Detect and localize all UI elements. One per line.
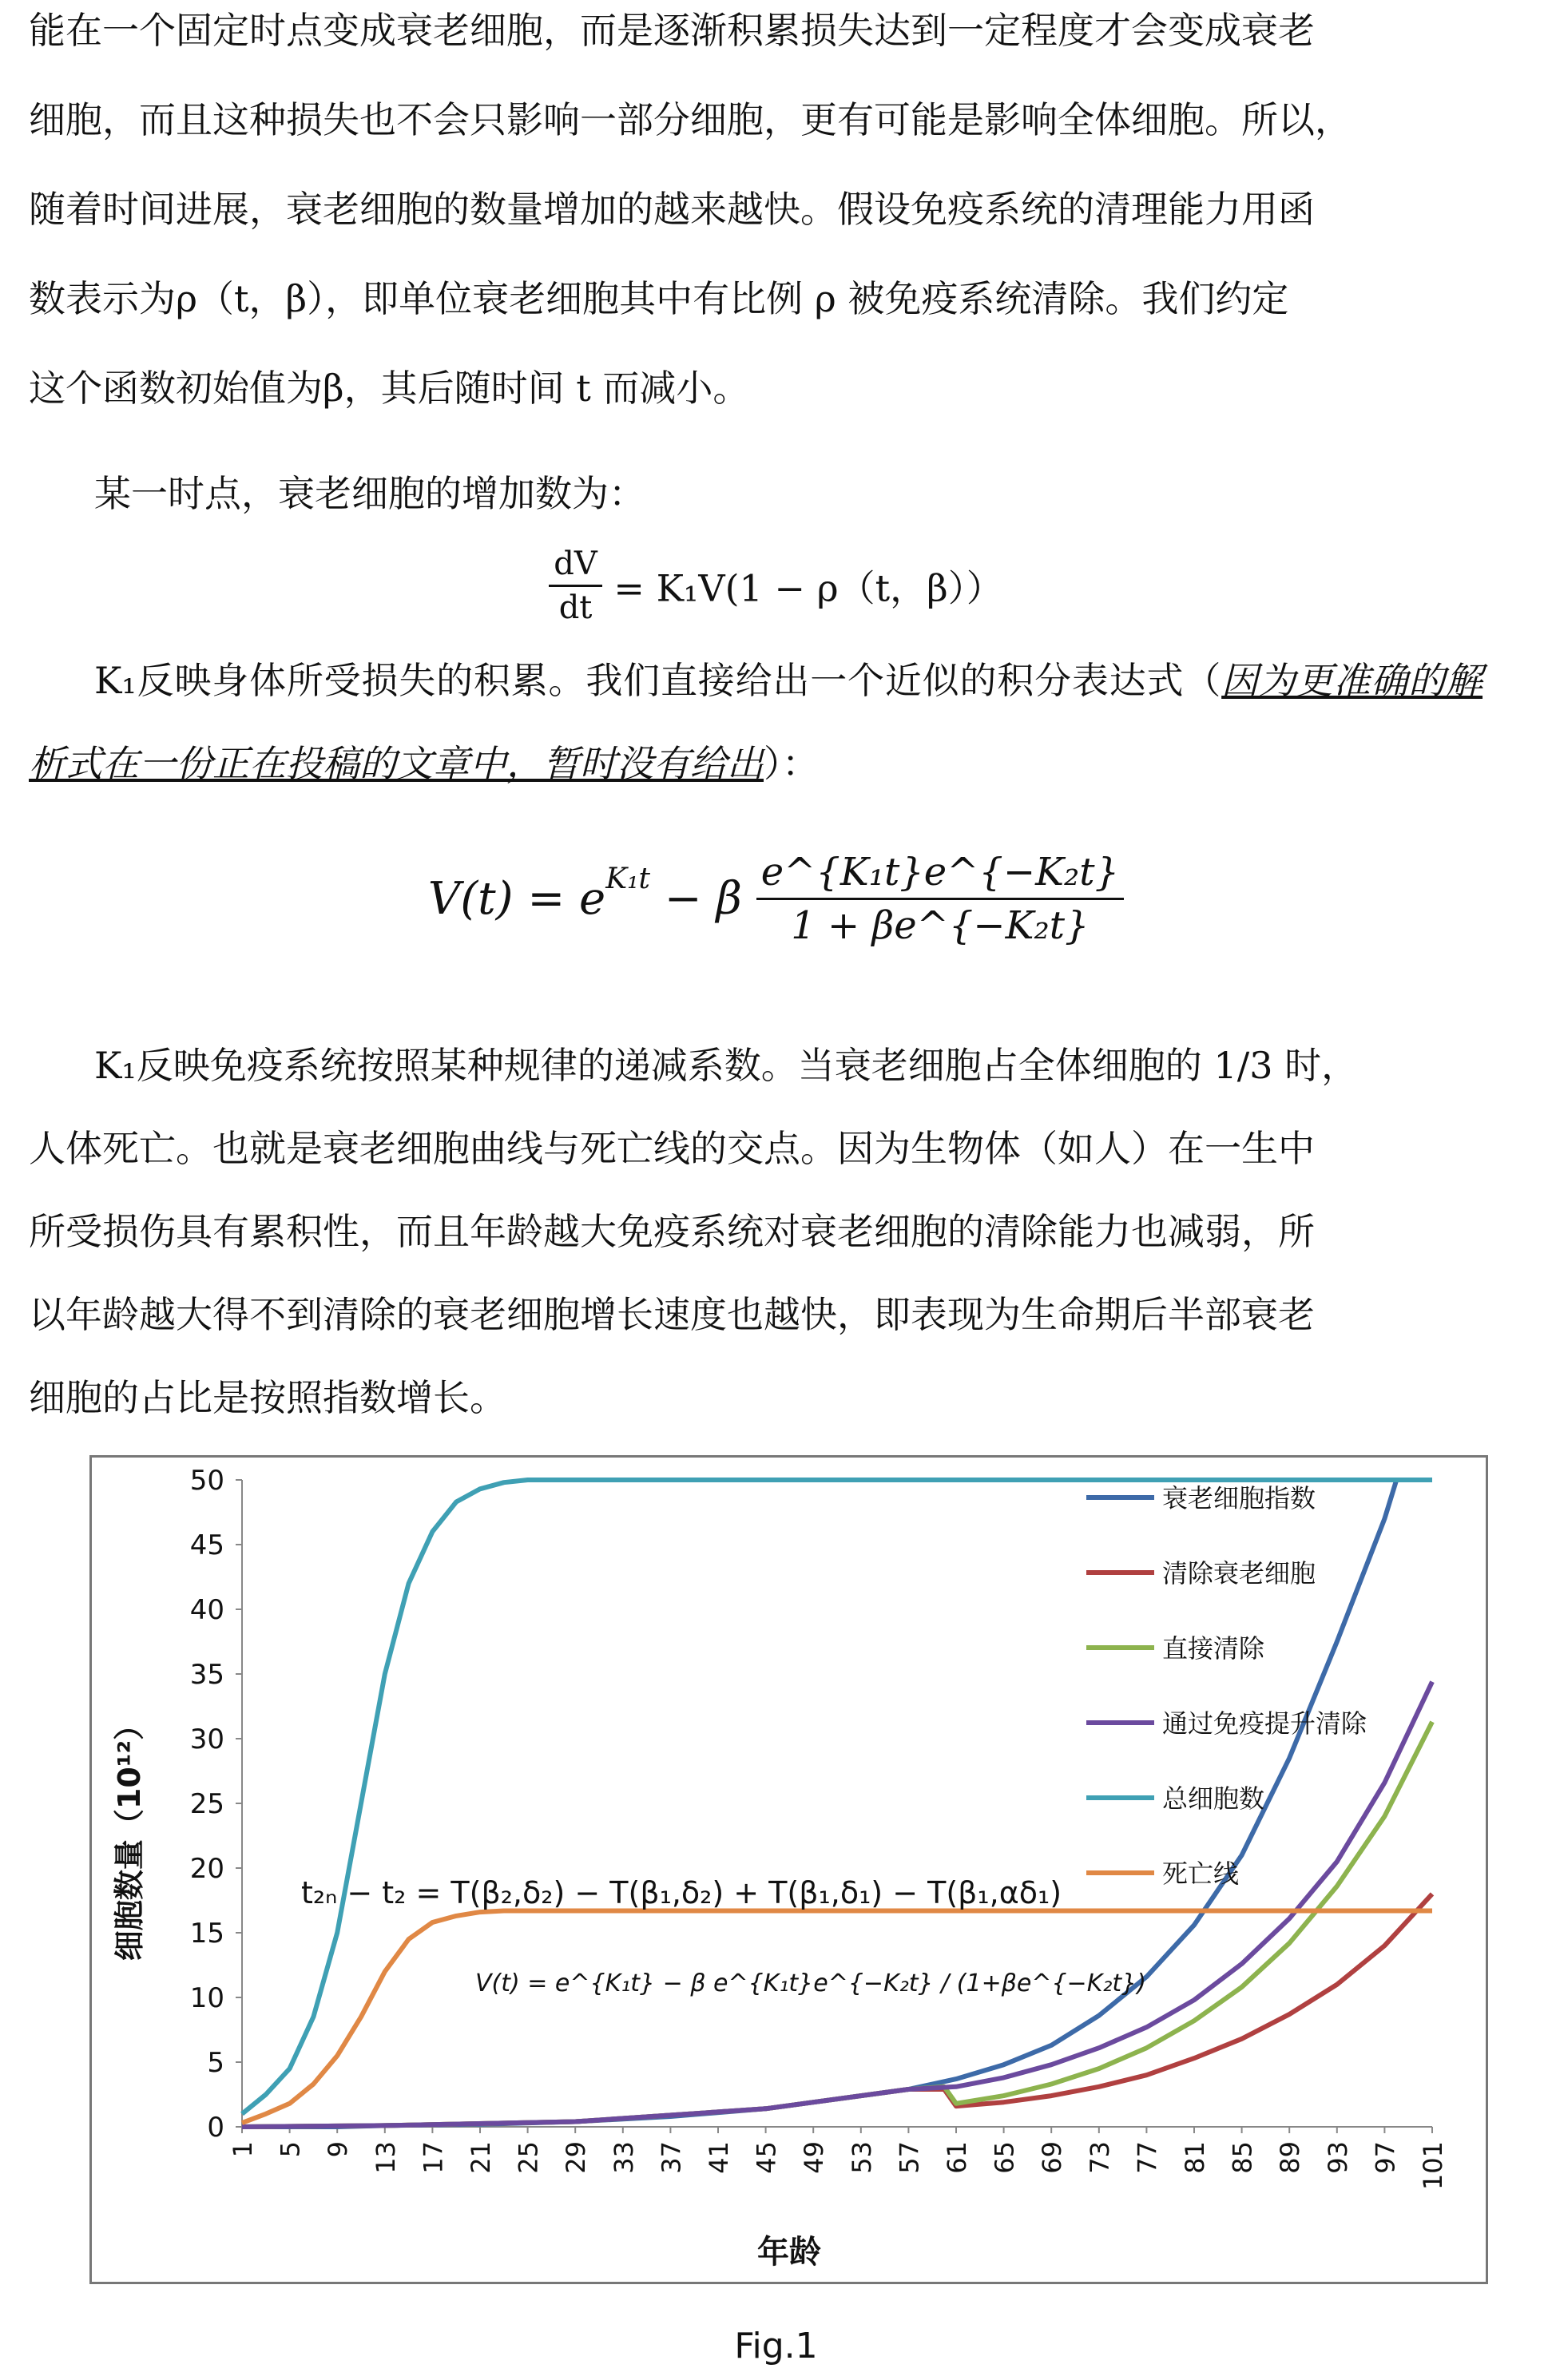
fraction-numerator: e^{K₁t}e^{−K₂t} [756,847,1124,900]
annotation-equation-v: V(t) = e^{K₁t} − β e^{K₁t}e^{−K₂t} / (1+βe^{−K₂t}) [475,1969,1146,1997]
x-tick-label: 89 [1275,2141,1306,2174]
x-tick-label: 37 [656,2141,687,2174]
x-tick-label: 93 [1322,2141,1353,2174]
x-tick-label: 9 [323,2141,354,2158]
x-tick-label: 69 [1037,2141,1068,2174]
series-line [242,1911,1432,2124]
text-line: 某一时点，衰老细胞的增加数为： [94,472,645,515]
text-normal: K₁反映身体所受损失的积累。我们直接给出一个近似的积分表达式（ [94,659,1222,702]
x-tick-label: 45 [751,2141,782,2174]
legend-label: 直接清除 [1162,1633,1265,1664]
figure-chart [89,1455,1488,2284]
legend-label: 死亡线 [1162,1858,1240,1889]
text-line [29,639,1483,805]
y-tick-label: 15 [189,1918,224,1950]
legend-label: 衰老细胞指数 [1162,1483,1316,1513]
figure-caption: Fig.1 [734,2326,818,2366]
x-tick-label: 61 [942,2141,972,2174]
formula-exponent: K₁t [605,863,650,895]
paragraph-2 [29,449,1483,538]
x-tick-label: 33 [608,2141,639,2174]
y-tick-label: 10 [189,1982,224,2014]
x-tick-label: 57 [894,2141,925,2174]
text-line: K₁反映免疫系统按照某种规律的递减系数。当衰老细胞占全体细胞的 1/3 时， [94,1044,1359,1087]
y-tick-label: 45 [189,1529,224,1561]
y-tick-label: 40 [189,1594,224,1626]
x-tick-label: 13 [370,2141,401,2174]
fraction-denominator: dt [558,589,593,626]
fraction-numerator: dV [549,543,602,587]
x-tick-label: 53 [846,2141,877,2174]
x-tick-label: 85 [1227,2141,1258,2174]
paragraph-4 [29,1024,1483,1439]
chart-svg [92,1458,1486,2282]
fraction [756,847,1124,951]
x-tick-label: 29 [561,2141,592,2174]
formula-v-t [0,847,1552,951]
paragraph-1 [29,0,1483,433]
x-tick-label: 49 [799,2141,830,2174]
text-line: 人体死亡。也就是衰老细胞曲线与死亡线的交点。因为生物体（如人）在一生中 [29,1127,1315,1170]
y-tick-label: 20 [189,1853,224,1885]
text-line: 细胞的占比是按照指数增长。 [29,1376,506,1419]
y-tick-label: 5 [207,2047,224,2079]
formula-minus-beta: − β [649,873,742,925]
legend-label: 通过免疫提升清除 [1162,1708,1367,1739]
legend-label: 清除衰老细胞 [1162,1558,1316,1589]
y-tick-label: 25 [189,1788,224,1820]
text-line: 细胞，而且这种损失也不会只影响一部分细胞，更有可能是影响全体细胞。所以， [29,98,1352,141]
annotation-equation-t: t₂ₙ − t₂ = T(β₂,δ₂) − T(β₁,δ₂) + T(β₁,δ₁) − T(β₁,αδ₁) [301,1875,1062,1910]
fraction [549,543,602,629]
y-tick-label: 50 [189,1465,224,1497]
x-tick-label: 1 [228,2141,258,2158]
x-axis-label: 年龄 [757,2234,821,2271]
text-line: 能在一个固定时点变成衰老细胞，而是逐渐积累损失达到一定程度才会变成衰老 [29,9,1315,52]
x-tick-label: 21 [466,2141,496,2174]
text-line: 这个函数初始值为β，其后随时间 t 而减小。 [29,367,750,410]
x-tick-label: 25 [513,2141,544,2174]
x-tick-label: 77 [1132,2141,1163,2174]
x-tick-label: 73 [1084,2141,1115,2174]
formula-rhs: = K₁V(1 − ρ（t，β）） [613,566,1003,610]
y-axis-label: 细胞数量（10¹²） [112,1709,147,1962]
x-tick-label: 41 [704,2141,734,2174]
formula-lhs: V(t) = e [427,873,606,925]
text-line: 以年龄越大得不到清除的衰老细胞增长速度也越快，即表现为生命期后半部衰老 [29,1293,1315,1336]
legend-label: 总细胞数 [1162,1783,1265,1814]
y-tick-label: 0 [207,2112,224,2144]
fraction-denominator: 1 + βe^{−K₂t} [791,903,1090,948]
x-tick-label: 65 [989,2141,1020,2174]
x-tick-label: 101 [1418,2141,1448,2191]
x-tick-label: 17 [418,2141,449,2174]
text-line: 数表示为ρ（t，β），即单位衰老细胞其中有比例 ρ 被免疫系统清除。我们约定 [29,277,1289,320]
x-tick-label: 5 [275,2141,306,2158]
text-italic-underlined: 因为更准确的解析式在一份正在投稿的文章中，暂时没有给出 [29,659,1483,785]
series-line [242,1722,1432,2127]
text-line: 随着时间进展，衰老细胞的数量增加的越来越快。假设免疫系统的清理能力用函 [29,188,1315,231]
text-line: 所受损伤具有累积性，而且年龄越大免疫系统对衰老细胞的清除能力也减弱，所 [29,1210,1315,1253]
paragraph-3 [29,639,1483,805]
x-tick-label: 81 [1180,2141,1210,2174]
text-normal-tail: ）： [764,742,819,785]
x-tick-label: 97 [1370,2141,1401,2174]
formula-dv-dt [0,543,1552,629]
y-tick-label: 35 [189,1659,224,1691]
y-tick-label: 30 [189,1724,224,1755]
